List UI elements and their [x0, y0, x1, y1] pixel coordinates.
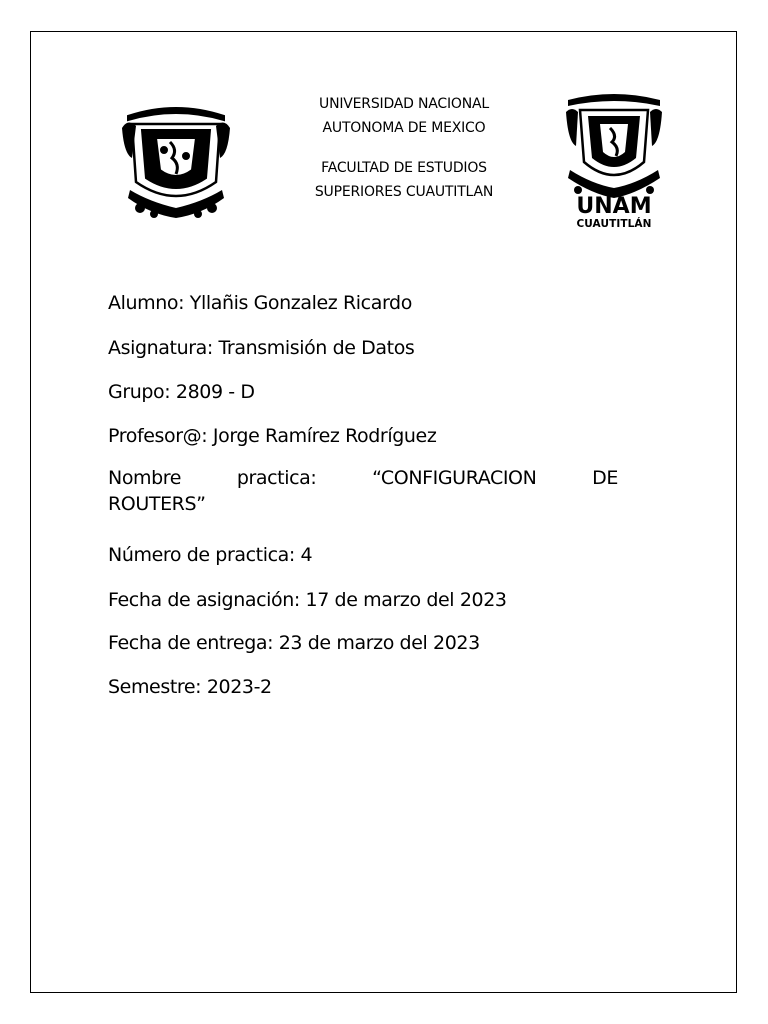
student-name: Alumno: Yllañis Gonzalez Ricardo — [108, 292, 412, 314]
faculty-name — [254, 156, 554, 204]
practice-name-word-1: Nombre — [108, 467, 182, 489]
practice-name-word-3: “CONFIGURACION — [372, 467, 537, 489]
delivery-date: Fecha de entrega: 23 de marzo del 2023 — [108, 632, 480, 654]
unam-coat-of-arms-logo — [120, 98, 232, 222]
header-line-3: FACULTAD DE ESTUDIOS — [321, 160, 487, 176]
header-line-4: SUPERIORES CUAUTITLAN — [314, 184, 494, 200]
unam-cuautitlan-coat-of-arms-logo — [562, 92, 666, 200]
university-name — [254, 92, 554, 140]
header-line-1: UNIVERSIDAD NACIONAL — [319, 96, 489, 112]
assignment-date: Fecha de asignación: 17 de marzo del 2023 — [108, 589, 507, 611]
practice-number: Número de practica: 4 — [108, 544, 313, 566]
practice-name — [108, 465, 618, 517]
professor: Profesor@: Jorge Ramírez Rodríguez — [108, 425, 437, 447]
semester: Semestre: 2023-2 — [108, 676, 272, 698]
practice-name-word-4: DE — [592, 467, 618, 489]
group: Grupo: 2809 - D — [108, 381, 255, 403]
subject: Asignatura: Transmisión de Datos — [108, 337, 415, 359]
practice-name-line-1 — [108, 465, 618, 491]
unam-campus-label: CUAUTITLÁN — [576, 218, 652, 230]
unam-wordmark: UNAM — [576, 194, 652, 219]
practice-name-word-2: practica: — [236, 467, 317, 489]
header-line-2: AUTONOMA DE MEXICO — [322, 120, 486, 136]
practice-name-line-2: ROUTERS” — [108, 493, 206, 515]
